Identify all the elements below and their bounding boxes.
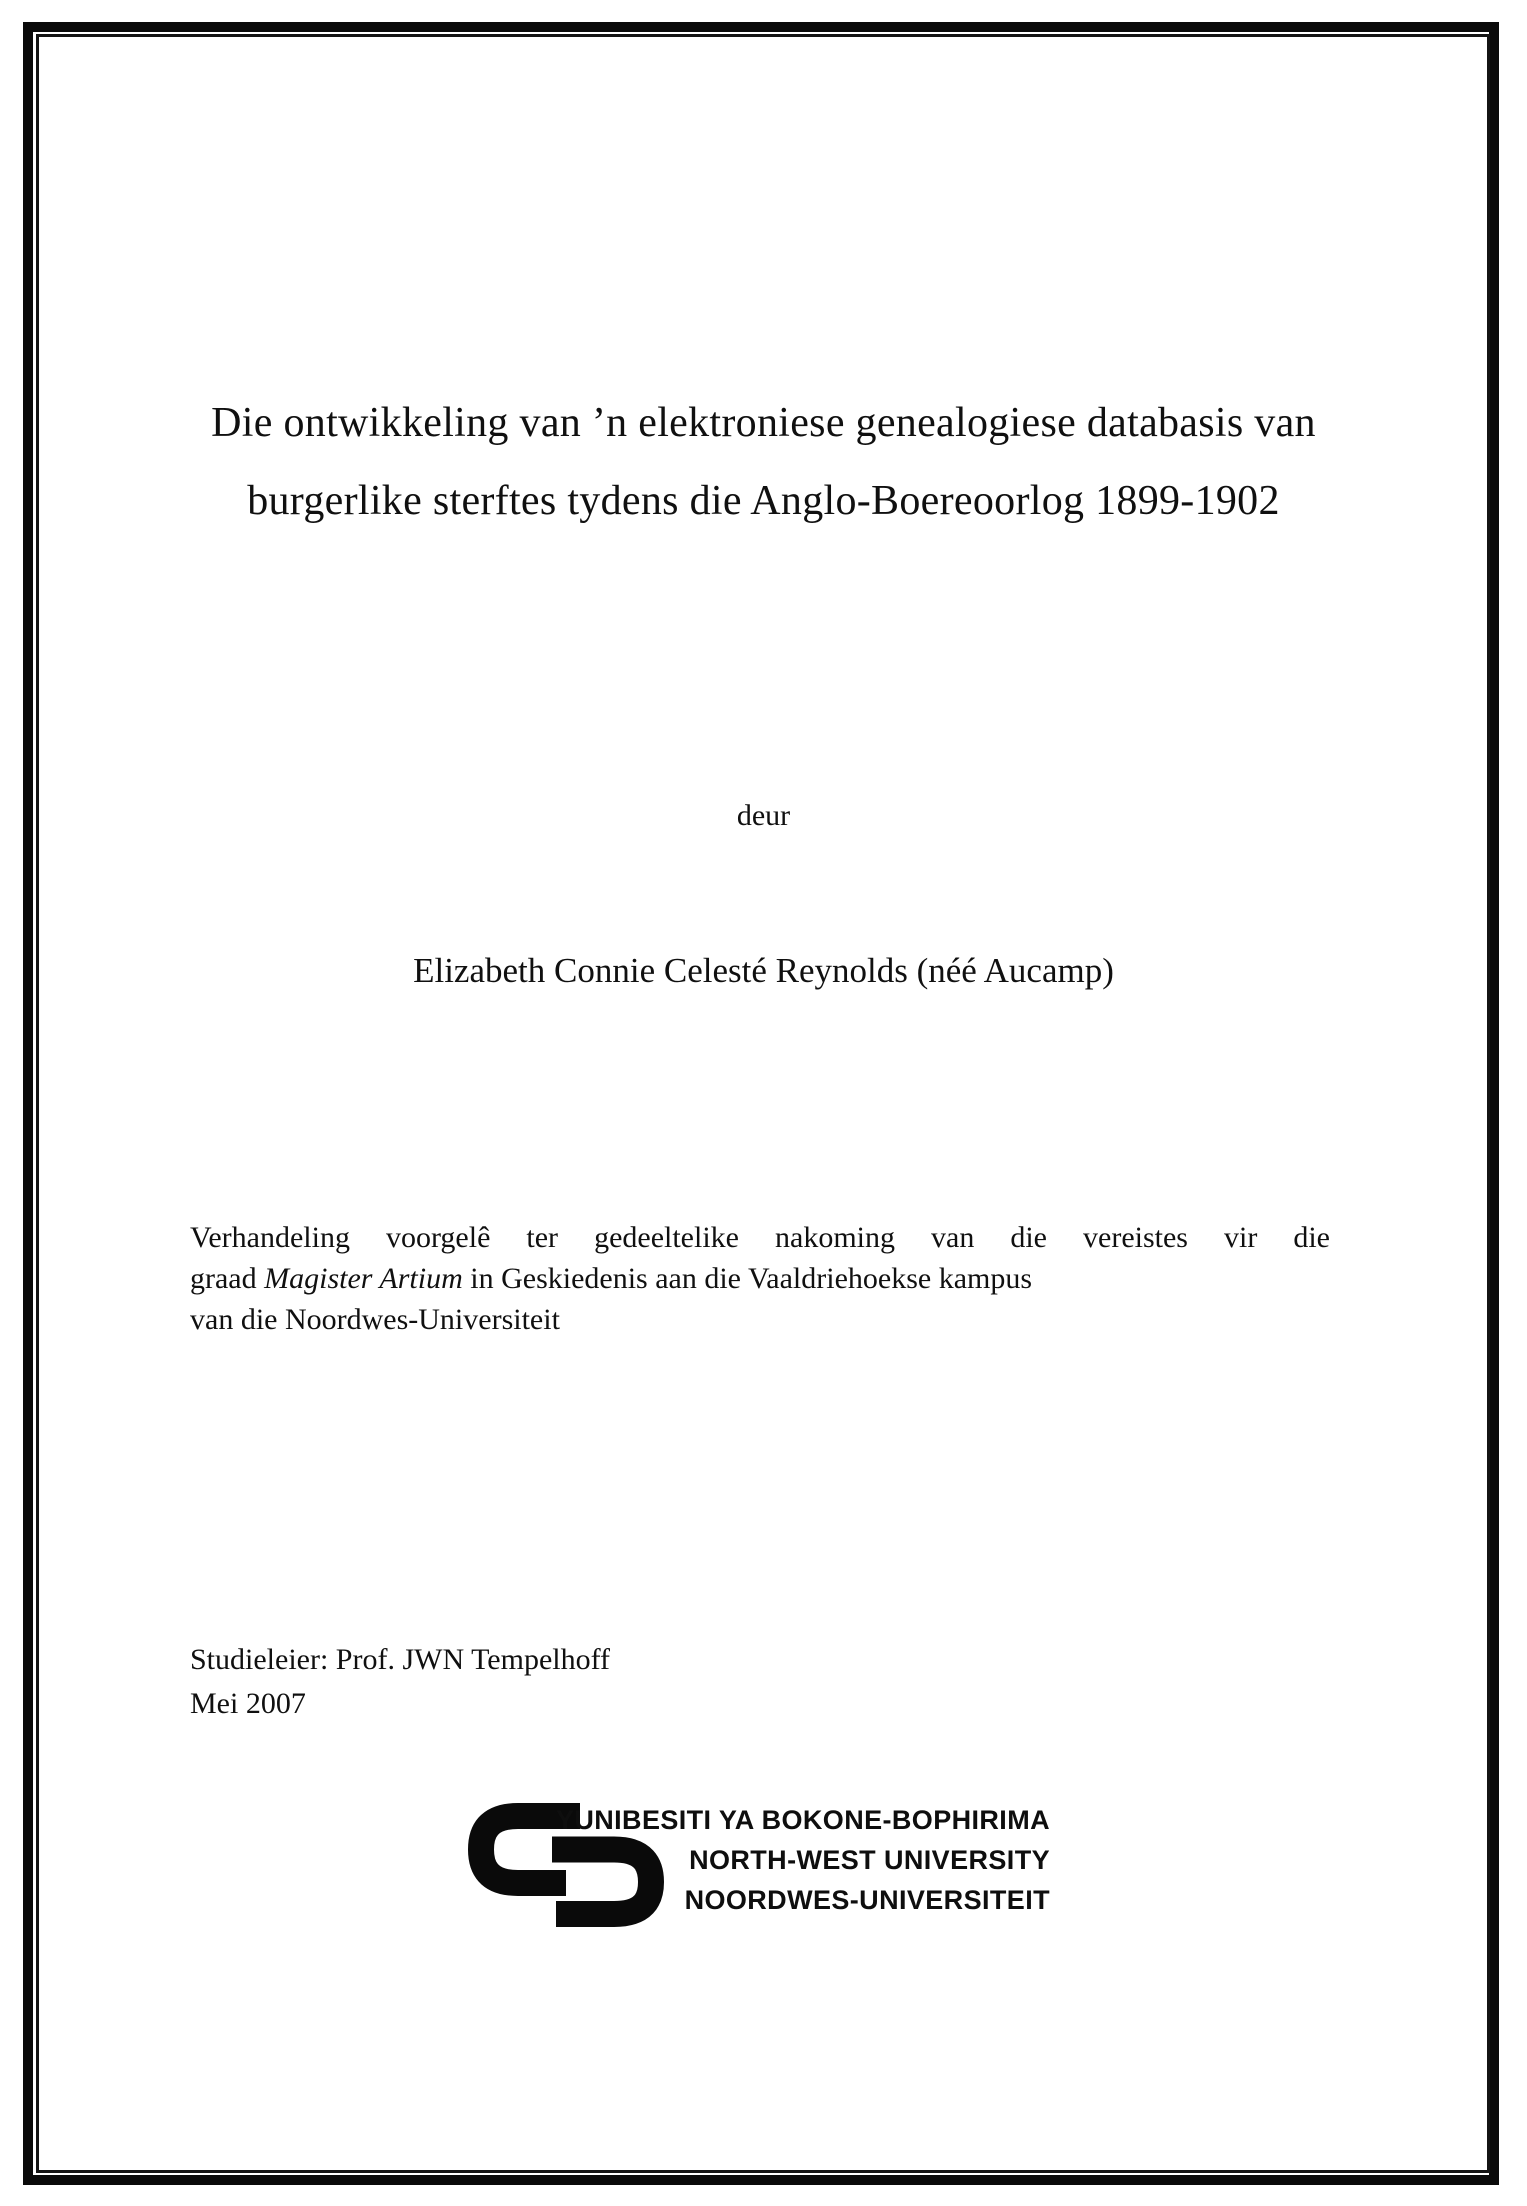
description-line-2 (190, 1258, 1330, 1299)
thesis-description (190, 1217, 1330, 1340)
supervisor-line: Studieleier: Prof. JWN Tempelhoff (190, 1643, 611, 1676)
logo-text-setswana: YUNIBESITI YA BOKONE-BOPHIRIMA (555, 1805, 1050, 1835)
title-line-2: burgerlike sterftes tydens die Anglo-Boereoorlog 1899-1902 (247, 478, 1280, 524)
description-line-3: van die Noordwes-Universiteit (190, 1303, 560, 1336)
logo-text-english: NORTH-WEST UNIVERSITY (689, 1845, 1050, 1875)
author-name: Elizabeth Connie Celesté Reynolds (néé Aucamp) (413, 951, 1114, 990)
byline: deur (736, 799, 791, 832)
thesis-title (120, 384, 1407, 540)
description-line-2-post: in Geskiedenis aan die Vaaldriehoekse kampus (462, 1262, 1033, 1295)
university-logo-text (556, 1800, 1050, 1920)
title-line-1: Die ontwikkeling van ’n elektroniese genealogiese databasis van (211, 400, 1316, 446)
supervisor-block (190, 1638, 610, 1726)
date-line: Mei 2007 (190, 1687, 306, 1720)
degree-name: Magister Artium (264, 1262, 463, 1295)
logo-text-afrikaans: NOORDWES-UNIVERSITEIT (684, 1885, 1050, 1915)
description-line-2-pre: graad (190, 1262, 265, 1295)
description-line-1: Verhandeling voorgelê ter gedeeltelike nakoming van die vereistes vir die (190, 1221, 1330, 1254)
